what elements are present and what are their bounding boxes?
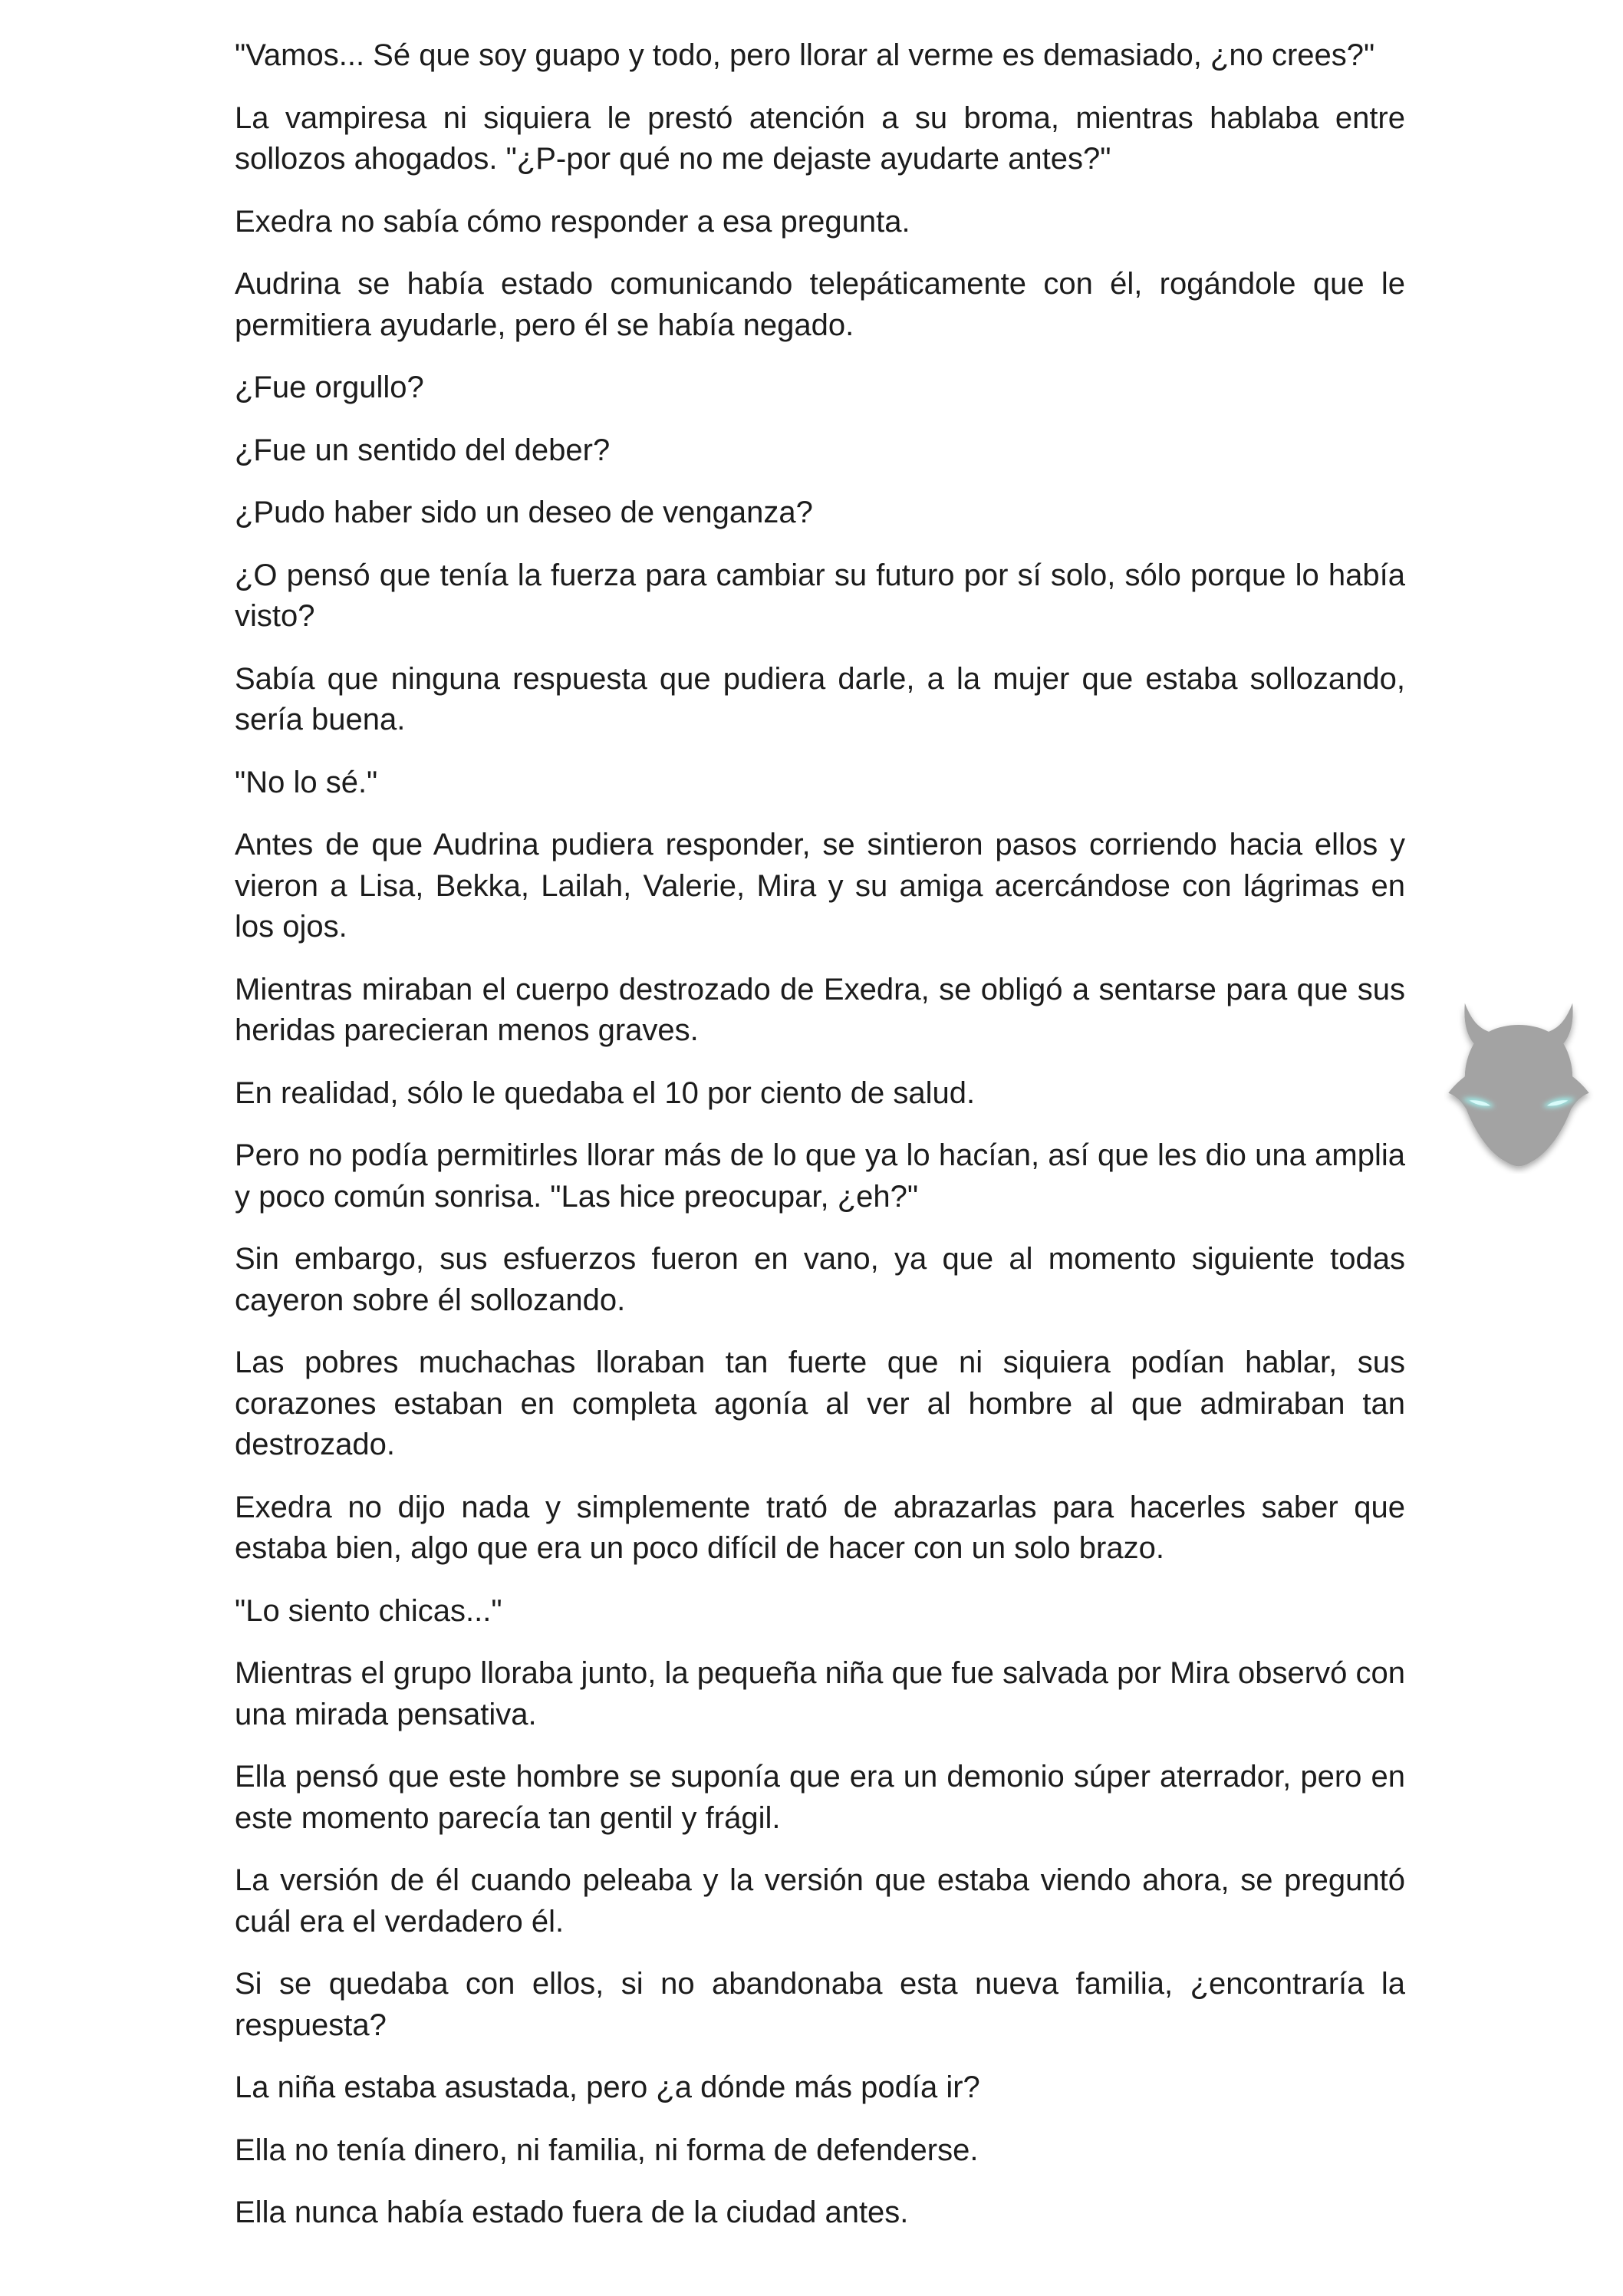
- paragraph: Antes de que Audrina pudiera responder, se sintieron pasos corriendo hacia ellos y vieron a Lisa, Bekka, Lailah, Valerie, Mira y su amiga acercándose con lágrimas en los ojos.: [235, 828, 1405, 944]
- paragraph: La vampiresa ni siquiera le prestó atención a su broma, mientras hablaba entre sollozos ahogados. "¿P-por qué no me dejaste ayudarte antes?": [235, 100, 1405, 176]
- paragraph: "Lo siento chicas...": [235, 1593, 502, 1628]
- paragraph: La versión de él cuando peleaba y la versión que estaba viendo ahora, se preguntó cuál era el verdadero él.: [235, 1863, 1405, 1939]
- paragraph: Audrina se había estado comunicando telepáticamente con él, rogándole que le permitiera ayudarle, pero él se había negado.: [235, 267, 1405, 342]
- paragraph: Exedra no sabía cómo responder a esa pregunta.: [235, 204, 910, 239]
- paragraph: Ella pensó que este hombre se suponía que era un demonio súper aterrador, pero en este momento parecía tan gentil y frágil.: [235, 1760, 1405, 1835]
- paragraph: Sin embargo, sus esfuerzos fueron en vano, ya que al momento siguiente todas cayeron sobre él sollozando.: [235, 1242, 1405, 1317]
- paragraph: La niña estaba asustada, pero ¿a dónde más podía ir?: [235, 2070, 980, 2104]
- paragraph: "Vamos... Sé que soy guapo y todo, pero llorar al verme es demasiado, ¿no crees?": [235, 38, 1375, 72]
- paragraph: ¿Pudo haber sido un deseo de venganza?: [235, 496, 813, 529]
- paragraph: Mientras el grupo lloraba junto, la pequeña niña que fue salvada por Mira observó con una mirada pensativa.: [235, 1656, 1405, 1731]
- document-body: [235, 35, 1405, 2255]
- paragraph: Las pobres muchachas lloraban tan fuerte que ni siquiera podían hablar, sus corazones estaban en completa agonía al ver al hombre al que admiraban tan destrozado.: [235, 1346, 1405, 1461]
- paragraph: Pero no podía permitirles llorar más de lo que ya lo hacían, así que les dio una amplia y poco común sonrisa. "Las hice preocupar, ¿eh?": [235, 1138, 1405, 1214]
- paragraph: Ella nunca había estado fuera de la ciudad antes.: [235, 2196, 909, 2229]
- floating-widget-button[interactable]: [1444, 997, 1594, 1174]
- paragraph: ¿O pensó que tenía la fuerza para cambiar su futuro por sí solo, sólo porque lo había visto?: [235, 558, 1405, 633]
- demon-head-icon: [1444, 997, 1594, 1174]
- paragraph: ¿Fue orgullo?: [235, 371, 424, 404]
- paragraph: Ella no tenía dinero, ni familia, ni forma de defenderse.: [235, 2133, 979, 2167]
- paragraph: En realidad, sólo le quedaba el 10 por ciento de salud.: [235, 1076, 976, 1110]
- paragraph: Mientras miraban el cuerpo destrozado de Exedra, se obligó a sentarse para que sus heridas parecieran menos graves.: [235, 972, 1405, 1047]
- paragraph: Sabía que ninguna respuesta que pudiera darle, a la mujer que estaba sollozando, sería buena.: [235, 661, 1405, 736]
- paragraph: ¿Fue un sentido del deber?: [235, 433, 611, 467]
- paragraph: Exedra no dijo nada y simplemente trató de abrazarlas para hacerles saber que estaba bien, algo que era un poco difícil de hacer con un solo brazo.: [235, 1490, 1405, 1565]
- paragraph: "No lo sé.": [235, 765, 378, 799]
- paragraph: Si se quedaba con ellos, si no abandonaba esta nueva familia, ¿encontraría la respuesta?: [235, 1967, 1405, 2042]
